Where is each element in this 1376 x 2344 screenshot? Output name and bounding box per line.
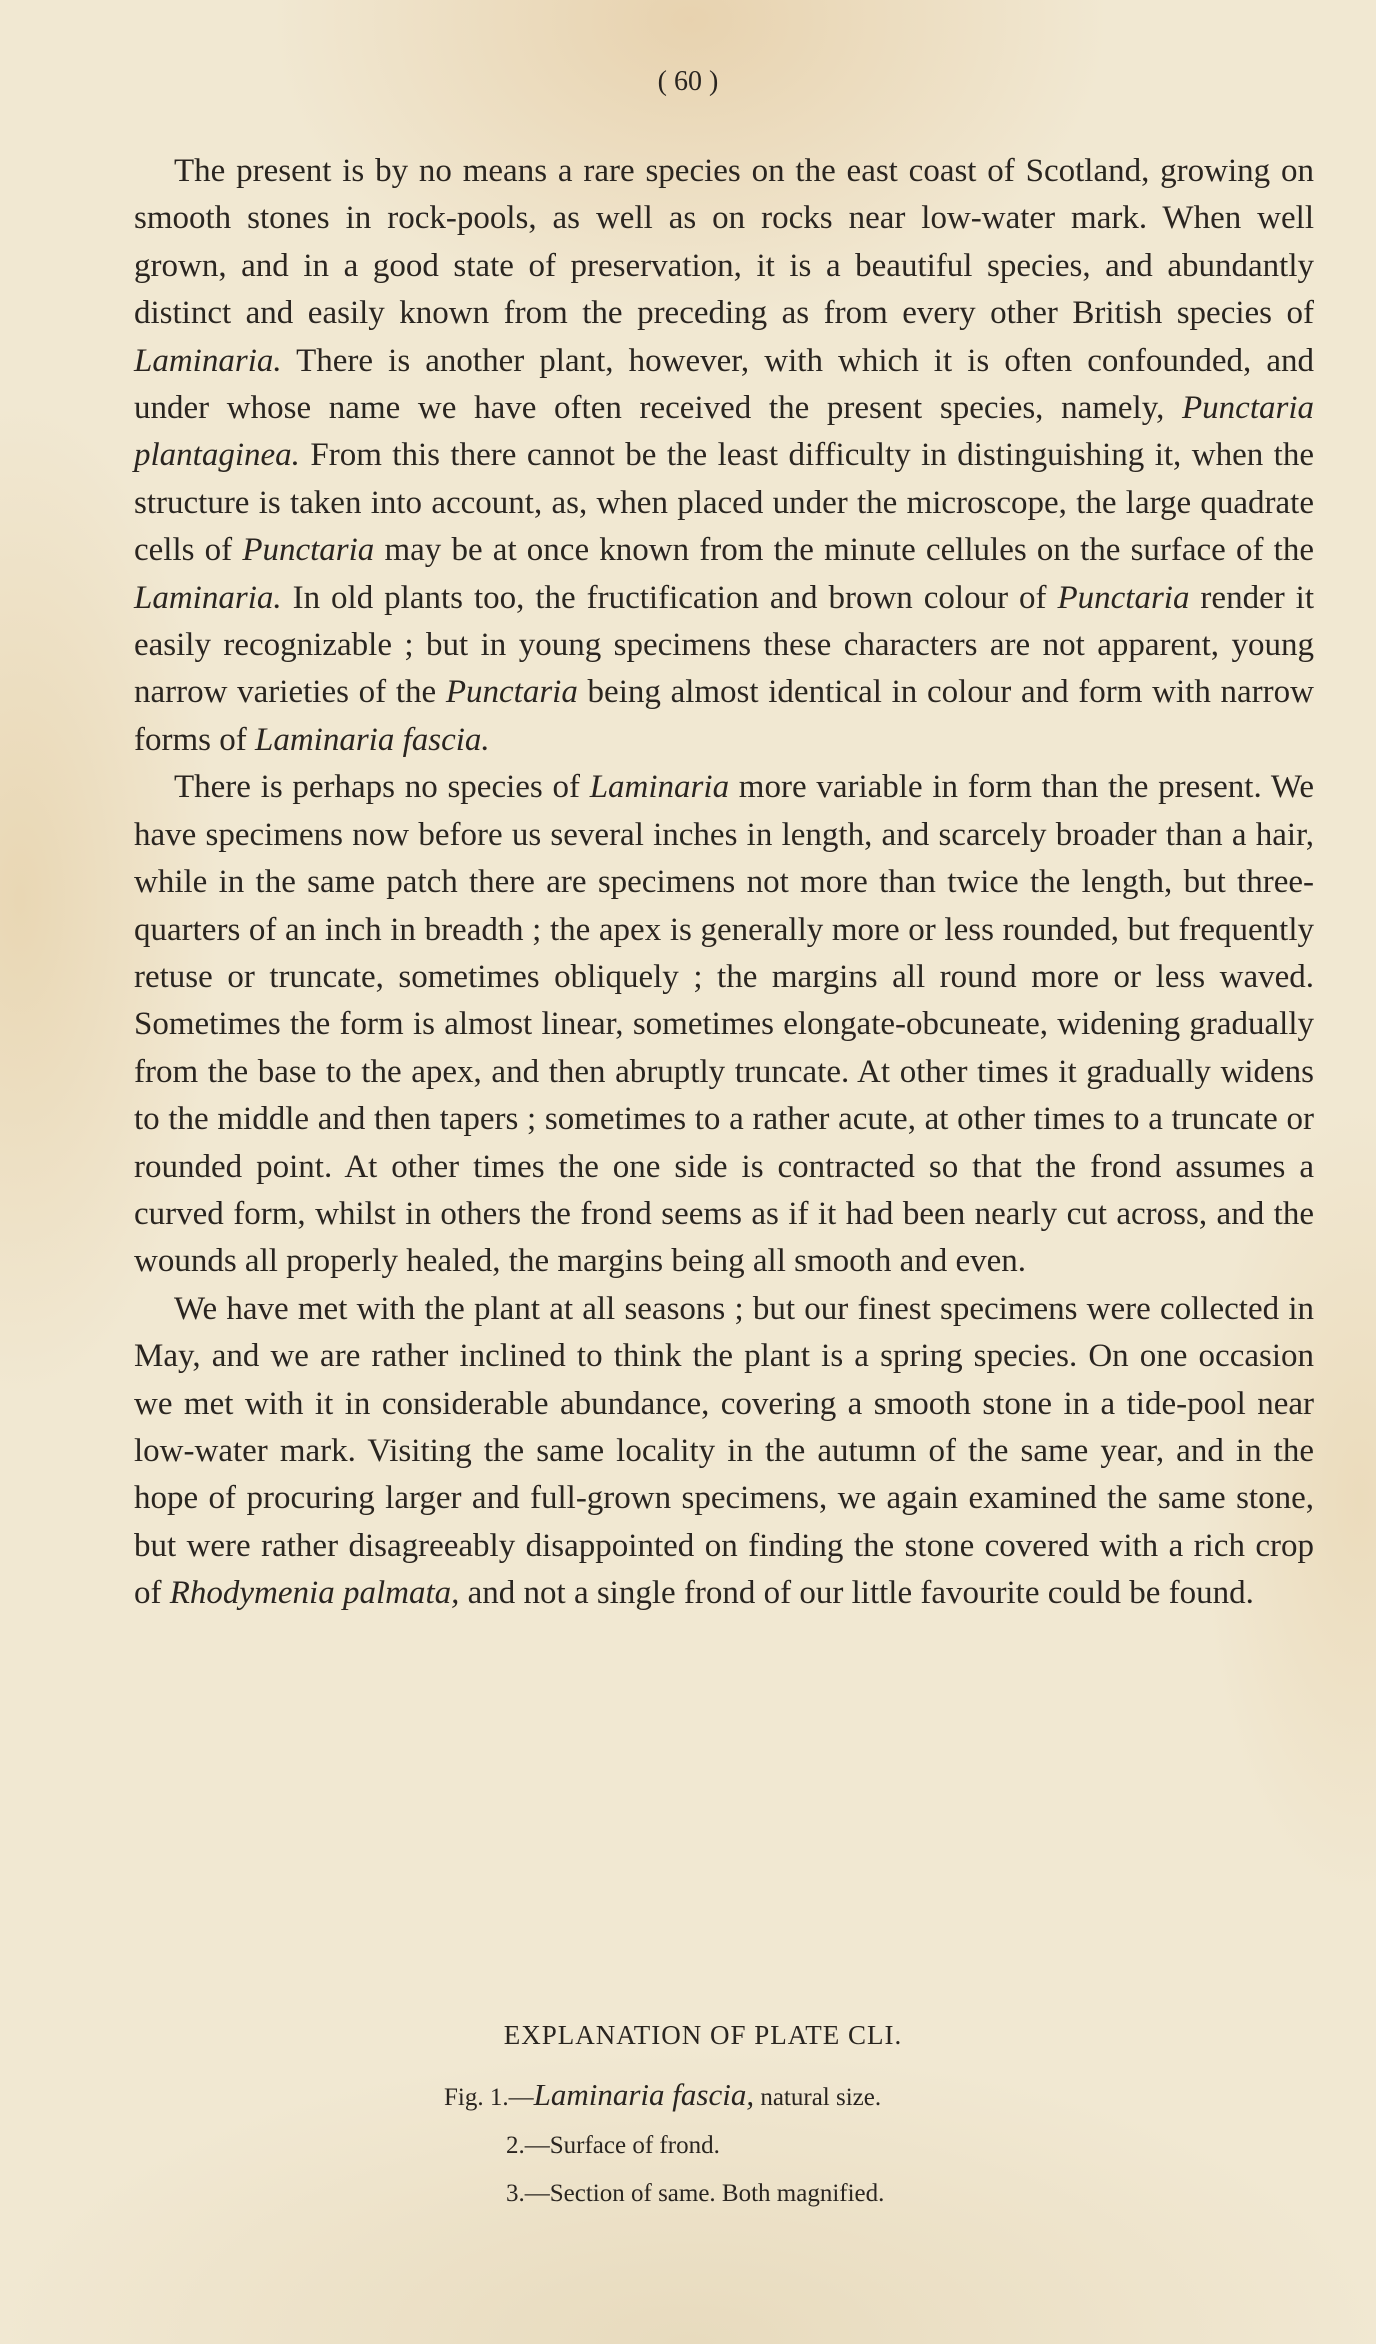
fig1-species: Laminaria fascia,: [533, 2077, 755, 2112]
fig1-prefix: Fig. 1.—: [444, 2084, 534, 2111]
italic-term: Punctaria: [242, 532, 375, 569]
italic-term: Punctaria: [1057, 579, 1190, 616]
paragraph: [134, 148, 1314, 764]
text-run: There is perhaps no species of: [174, 769, 590, 806]
body-text: [134, 148, 1314, 1618]
italic-term: Laminaria fascia.: [254, 721, 490, 758]
italic-term: Rhodymenia palmata,: [169, 1575, 460, 1612]
figure-caption-1: [444, 2071, 1376, 2122]
text-run: and not a single frond of our little favourite could be found.: [459, 1575, 1254, 1612]
paragraph: [134, 1286, 1314, 1618]
figure-caption-3: 3.—Section of same. Both magnified.: [506, 2180, 885, 2207]
page-number: ( 60 ): [657, 66, 719, 97]
italic-term: Laminaria: [589, 769, 730, 806]
text-run: From this there cannot be the least difficulty in distinguishing it, when the structure is taken into account, as, when placed under the microscope, the large quadrate cells of: [134, 437, 1314, 569]
plate-explanation: [0, 2020, 1376, 2218]
fig1-suffix: natural size.: [754, 2084, 882, 2111]
text-run: being almost identical in colour and form with narrow forms of: [134, 674, 1314, 758]
paragraph: [134, 764, 1314, 1285]
explanation-title: EXPLANATION OF PLATE CLI.: [503, 2020, 903, 2050]
text-run: There is another plant, however, with which it is often confounded, and under whose name we have often received the present species, namely,: [134, 342, 1314, 427]
text-run: In old plants too, the fructification and brown colour of: [281, 579, 1058, 616]
text-run: render it easily recognizable ; but in young specimens these characters are not apparent, young narrow varieties of the: [134, 579, 1315, 711]
text-run: more variable in form than the present. We have specimens now before us several inches in length, and scarcely broader than a hair, while in the same patch there are specimens not more than twice the length, but three-quarters of an inch in breadth ; the apex is generally more or less rounded, but frequently retuse or truncate, sometimes obliquely ; the margins all round more or less waved. Sometimes the form is almost linear, sometimes elongate-obcuneate, widening gradually from the base to the apex, and then abruptly truncate. At other times it gradually widens to the middle and then tapers ; sometimes to a rather acute, at other times to a truncate or rounded point. At other times the one side is contracted so that the frond assumes a curved form, whilst in others the frond seems as if it had been nearly cut across, and the wounds all properly healed, the margins being all smooth and even.: [134, 769, 1314, 1280]
italic-term: Laminaria.: [134, 579, 282, 616]
text-run: We have met with the plant at all seasons ; but our finest specimens were collected in May, and we are rather inclined to think the plant is a spring species. On one occasion we met with it in considerable abundance, covering a smooth stone in a tide-pool near low-water mark. Visiting the same locality in the autumn of the same year, and in the hope of procuring larger and full-grown specimens, we again examined the same stone, but were rather disagreeably disappointed on finding the stone covered with a rich crop of: [134, 1290, 1314, 1612]
italic-term: Laminaria.: [134, 342, 282, 379]
text-run: The present is by no means a rare species on the east coast of Scotland, growing on smooth stones in rock-pools, as well as on rocks near low-water mark. When well grown, and in a good state of preservation, it is a beautiful species, and abundantly distinct and easily known from the preceding as from every other British species of: [134, 153, 1314, 332]
figure-caption-2: 2.—Surface of frond.: [506, 2132, 720, 2159]
italic-term: Punctaria: [445, 674, 578, 711]
italic-term: Punctaria plantaginea.: [134, 390, 1314, 474]
text-run: may be at once known from the minute cellules on the surface of the: [374, 532, 1314, 569]
